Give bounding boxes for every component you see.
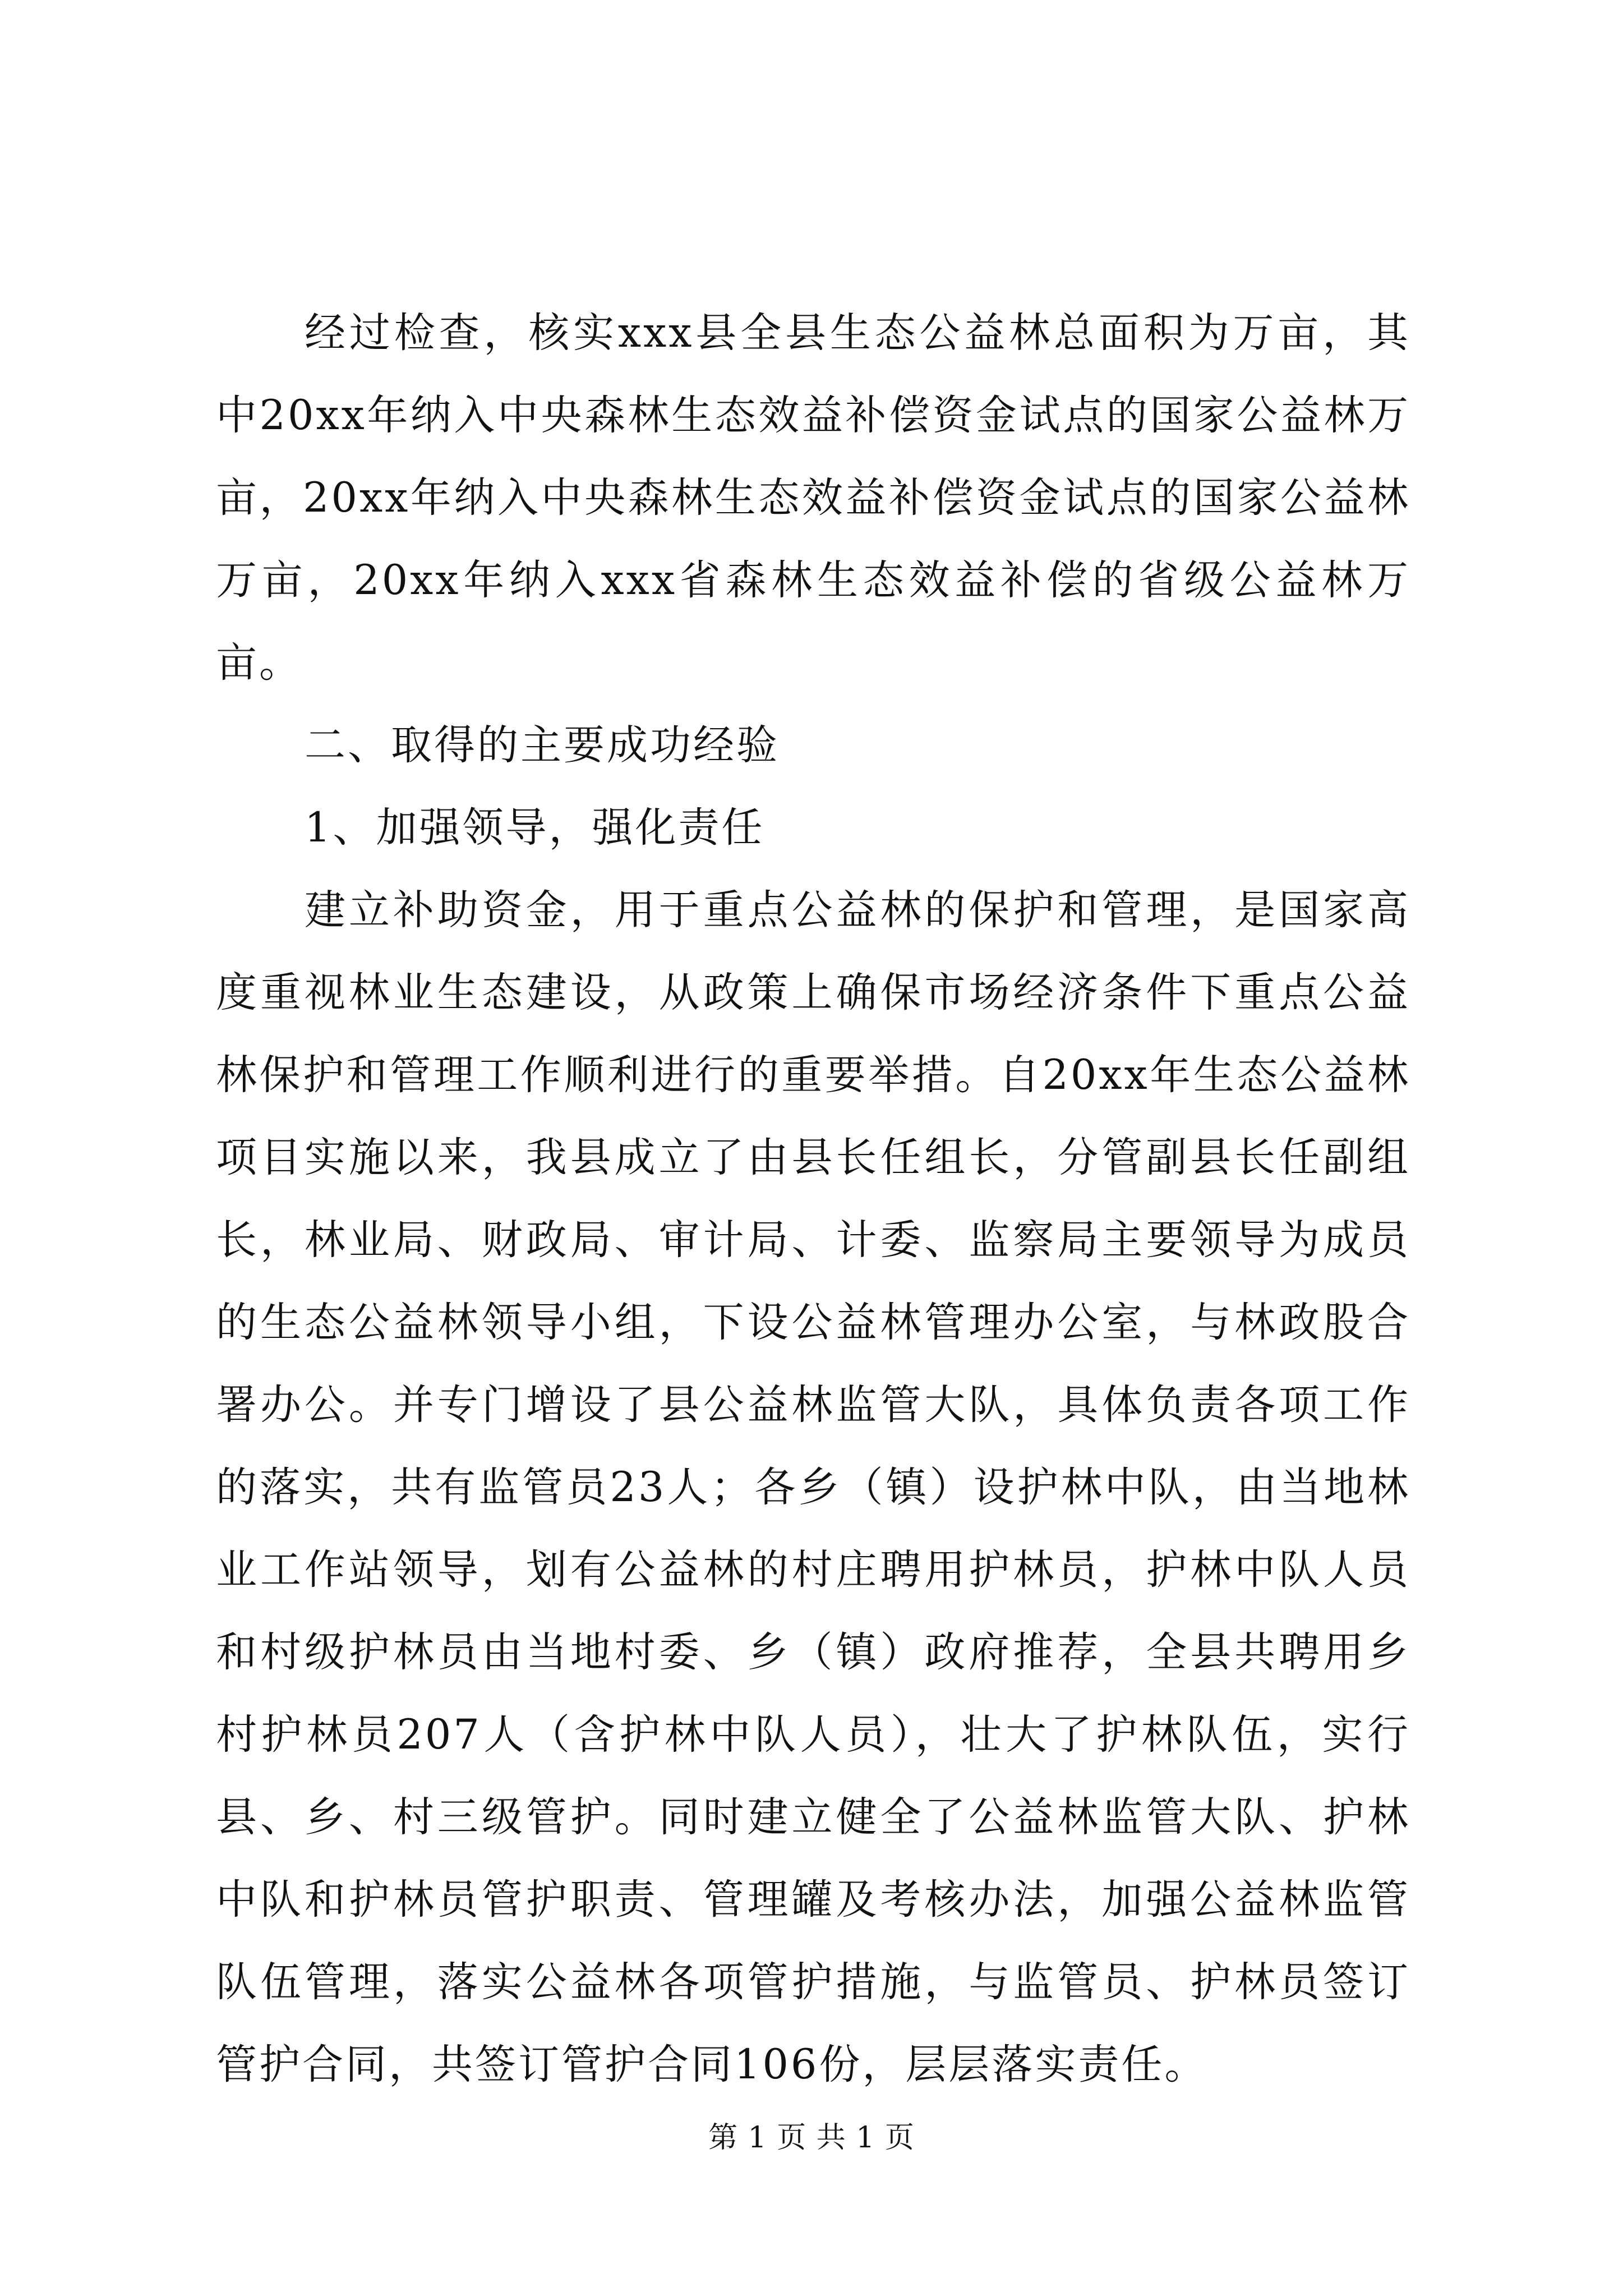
document-body (216, 292, 1410, 2106)
paragraph-inspection-result: 经过检查，核实xxx县全县生态公益林总面积为万亩，其中20xx年纳入中央森林生态效益补偿资金试点的国家公益林万亩，20xx年纳入中央森林生态效益补偿资金试点的国家公益林万亩，20xx年纳入xxx省森林生态效益补偿的省级公益林万亩。 (216, 309, 1410, 687)
subheading-leadership: 1、加强领导，强化责任 (305, 804, 765, 852)
paragraph-leadership-details: 建立补助资金，用于重点公益林的保护和管理，是国家高度重视林业生态建设，从政策上确保市场经济条件下重点公益林保护和管理工作顺利进行的重要举措。自20xx年生态公益林项目实施以来，我县成立了由县长任组长，分管副县长任副组长，林业局、财政局、审计局、计委、监察局主要领导为成员的生态公益林领导小组，下设公益林管理办公室，与林政股合署办公。并专门增设了县公益林监管大队，具体负责各项工作的落实，共有监管员23人；各乡（镇）设护林中队，由当地林业工作站领导，划有公益林的村庄聘用护林员，护林中队人员和村级护林员由当地村委、乡（镇）政府推荐，全县共聘用乡村护林员207人（含护林中队人员），壮大了护林队伍，实行县、乡、村三级管护。同时建立健全了公益林监管大队、护林中队和护林员管护职责、管理罐及考核办法，加强公益林监管队伍管理，落实公益林各项管护措施，与监管员、护林员签订管护合同，共签订管护合同106份，层层落实责任。 (216, 886, 1410, 2088)
page-footer: 第 1 页 共 1 页 (708, 2121, 915, 2155)
section-heading-main-experience: 二、取得的主要成功经验 (305, 721, 780, 769)
